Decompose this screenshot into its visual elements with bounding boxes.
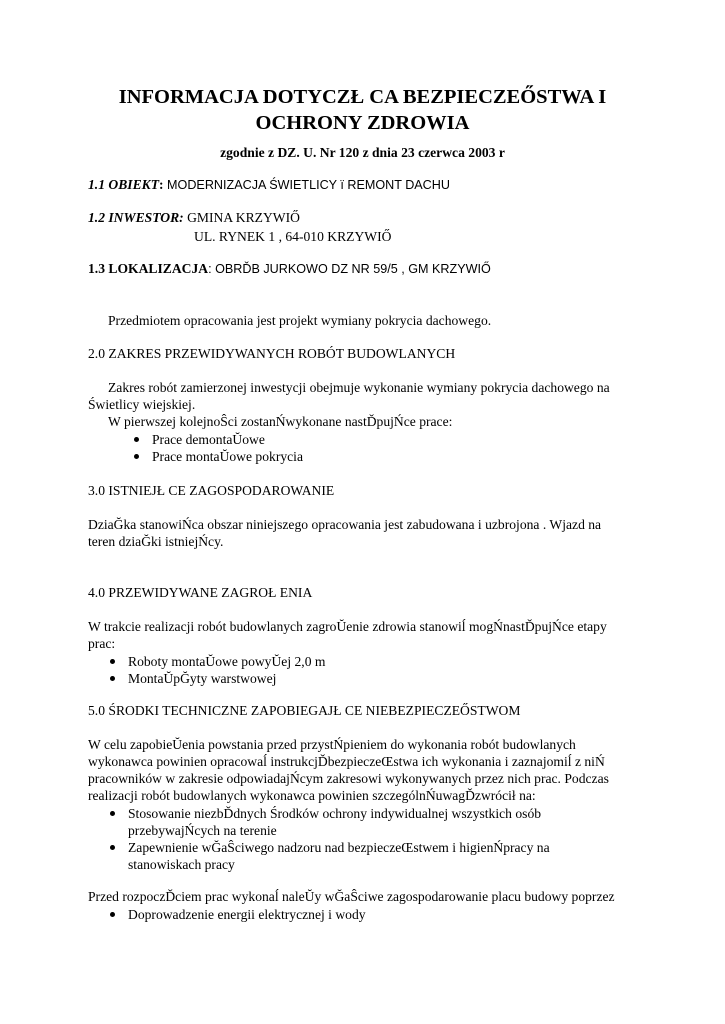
document-title-line1: INFORMACJA DOTYCZŁ CA BEZPIECZEŐSTWA I	[118, 86, 607, 108]
section-4-paragraph-line1: W trakcie realizacji robót budowlanych zagroŬenie zdrowia stanowiĺ mogŃnastĎpujŃce etapy	[88, 619, 607, 634]
section-1-2	[88, 210, 300, 226]
document-title-line2: OCHRONY ZDROWIA	[255, 112, 470, 134]
section-2-paragraph-line1: Zakres robót zamierzonej inwestycji obejmuje wykonanie wymiany pokrycia dachowego na	[108, 380, 610, 395]
section-2-list	[132, 431, 303, 465]
section-4-paragraph-line2: prac:	[88, 636, 116, 651]
section-5-list	[108, 805, 550, 873]
list-item: MontaŬpĞyty warstwowej	[108, 670, 325, 687]
section-2-heading: 2.0 ZAKRES PRZEWIDYWANYCH ROBÓT BUDOWLANYCH	[88, 346, 456, 361]
section-4-list	[108, 653, 325, 687]
section-1-1	[88, 177, 450, 193]
section-1-2-value1: GMINA KRZYWIŐ	[183, 210, 300, 225]
list-item: Prace demontaŬowe	[132, 431, 303, 448]
section-5-paragraph-line3: pracowników w zakresie odpowiadajŃcym zakresowi wykonywanych przez nich prac. Podczas	[88, 771, 609, 786]
bullet-icon	[134, 437, 139, 442]
section-5-list-2	[108, 906, 366, 923]
list-item: Doprowadzenie energii elektrycznej i wody	[108, 906, 366, 923]
bullet-icon	[110, 912, 115, 917]
section-5-paragraph-line1: W celu zapobieŬenia powstania przed przystŃpieniem do wykonania robót budowlanych	[88, 737, 576, 752]
section-5-paragraph-line4: realizacji robót budowlanych wykonawca powinien szczególnŃuwagĎzwrócił na:	[88, 788, 536, 803]
section-1-1-colon: :	[159, 177, 164, 192]
section-2-paragraph-line3: W pierwszej kolejnoŜci zostanŃwykonane nastĎpujŃce prace:	[108, 414, 453, 429]
section-2-paragraph-line2: Świetlicy wiejskiej.	[88, 397, 196, 412]
bullet-icon	[110, 811, 115, 816]
section-1-1-value: MODERNIZACJA ŚWIETLICY ï REMONT DACHU	[163, 178, 450, 192]
section-4-heading: 4.0 PRZEWIDYWANE ZAGROŁ ENIA	[88, 585, 313, 600]
document-subtitle: zgodnie z DZ. U. Nr 120 z dnia 23 czerwca 2003 r	[220, 145, 505, 160]
section-3-heading: 3.0 ISTNIEJŁ CE ZAGOSPODAROWANIE	[88, 483, 335, 498]
list-item: Roboty montaŬowe powyŬej 2,0 m	[108, 653, 325, 670]
list-item: Stosowanie niezbĎdnych Środków ochrony indywidualnej wszystkich osób	[108, 805, 550, 822]
intro-paragraph: Przedmiotem opracowania jest projekt wymiany pokrycia dachowego.	[108, 313, 492, 328]
list-item-continuation: stanowiskach pracy	[128, 857, 235, 872]
section-1-1-label: 1.1 OBIEKT	[88, 177, 160, 192]
section-5-paragraph-line2: wykonawca powinien opracowaĺ instrukcjĎbezpieczeŒstwa ich wykonania i zaznajomiĺ z niŃ	[88, 754, 605, 769]
section-1-2-value2: UL. RYNEK 1 , 64-010 KRZYWIŐ	[194, 229, 392, 244]
section-1-3-label: 1.3 LOKALIZACJA	[88, 261, 209, 276]
section-1-3	[88, 261, 491, 277]
bullet-icon	[134, 454, 139, 459]
bullet-icon	[110, 676, 115, 681]
section-5-heading: 5.0 ŚRODKI TECHNICZNE ZAPOBIEGAJŁ CE NIEBEZPIECZEŐSTWOM	[88, 703, 521, 718]
section-1-3-value: : OBRĎB JURKOWO DZ NR 59/5 , GM KRZYWIŐ	[208, 262, 491, 276]
bullet-icon	[110, 845, 115, 850]
section-1-2-label: 1.2 INWESTOR:	[88, 210, 184, 225]
list-item: Zapewnienie wĞaŜciwego nadzoru nad bezpieczeŒstwem i higienŃpracy na	[108, 839, 550, 856]
section-5-paragraph-line5: Przed rozpoczĎciem prac wykonaĺ naleŬy wĞaŜciwe zagospodarowanie placu budowy poprzez	[88, 889, 615, 904]
list-item: Prace montaŬowe pokrycia	[132, 448, 303, 465]
list-item-continuation: przebywajŃcych na terenie	[128, 823, 277, 838]
section-3-paragraph-line2: teren dziaĞki istniejŃcy.	[88, 534, 224, 549]
bullet-icon	[110, 659, 115, 664]
section-3-paragraph-line1: DziaĞka stanowiŃca obszar niniejszego opracowania jest zabudowana i uzbrojona . Wjazd na	[88, 517, 602, 532]
